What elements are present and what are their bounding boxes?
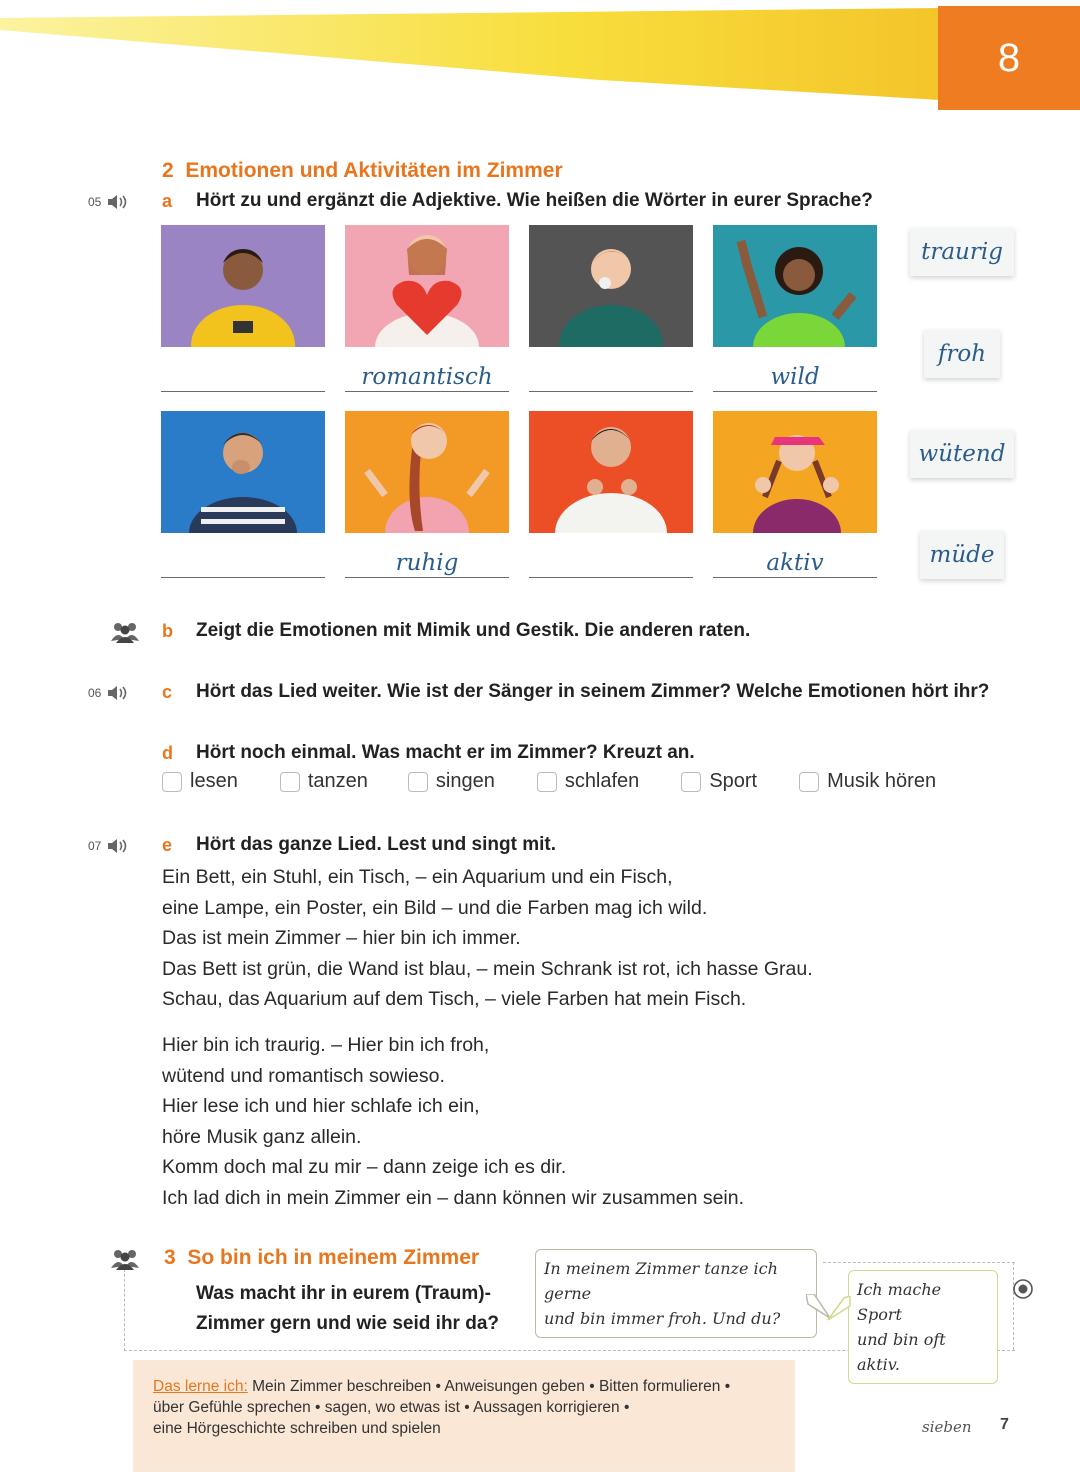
word-card-wuetend: wütend <box>910 430 1014 478</box>
word-card-traurig: traurig <box>910 228 1014 276</box>
page-word: sieben <box>922 1418 972 1436</box>
option-label: schlafen <box>564 770 640 792</box>
option-label: Musik hören <box>827 770 937 792</box>
photo-sad-person <box>529 225 693 347</box>
task-b-instruction: Zeigt die Emotionen mit Mimik und Gestik. Die anderen raten. <box>196 620 751 641</box>
checkbox[interactable] <box>799 772 819 792</box>
checkbox[interactable] <box>681 772 701 792</box>
song-line: Ein Bett, ein Stuhl, ein Tisch, – ein Aquarium und ein Fisch, <box>162 866 673 888</box>
section-number: 2 <box>162 159 174 182</box>
answer-line <box>529 577 693 578</box>
option-singen[interactable] <box>408 770 495 793</box>
audio-track-07[interactable] <box>88 838 129 854</box>
learning-line: Mein Zimmer beschreiben • Anweisungen geben • Bitten formulieren • <box>252 1378 731 1395</box>
song-line: Das Bett ist grün, die Wand ist blau, – mein Schrank ist rot, ich hasse Grau. <box>162 957 813 980</box>
section-3-frame-right <box>1013 1262 1014 1350</box>
answer-line <box>345 577 509 578</box>
checkbox[interactable] <box>280 772 300 792</box>
bubble-line: Ich mache Sport <box>857 1280 942 1324</box>
section-3-question <box>196 1279 499 1339</box>
answer-line <box>713 391 877 392</box>
answer-4: wild <box>770 364 820 390</box>
option-sport[interactable] <box>681 770 757 793</box>
option-label: singen <box>435 770 495 792</box>
speaker-icon <box>107 685 129 701</box>
task-letter-e: e <box>162 835 173 855</box>
task-c-instruction: Hört das Lied weiter. Wie ist der Sänger in seinem Zimmer? Welche Emotionen hört ihr? <box>196 681 990 702</box>
option-label: Sport <box>709 770 758 792</box>
question-line: Was macht ihr in eurem (Traum)- <box>196 1283 491 1304</box>
checkbox[interactable] <box>408 772 428 792</box>
bubble-line: und bin immer froh. Und du? <box>544 1309 781 1328</box>
task-a-instruction: Hört zu und ergänzt die Adjektive. Wie heißen die Wörter in eurer Sprache? <box>196 190 873 211</box>
photo-boy-phone <box>161 225 325 347</box>
song-verse-1 <box>162 862 813 1015</box>
group-icon <box>110 621 140 643</box>
photo-angry-boy <box>529 411 693 533</box>
bubble-line: In meinem Zimmer tanze ich gerne <box>544 1259 778 1303</box>
photo-wild-dance <box>713 225 877 347</box>
song-line: Hier lese ich und hier schlafe ich ein, <box>162 1095 480 1118</box>
learning-goals-text <box>153 1376 783 1439</box>
record-icon[interactable] <box>1012 1278 1034 1300</box>
task-letter-c: c <box>162 682 173 702</box>
task-d-instruction: Hört noch einmal. Was macht er im Zimmer? Kreuzt an. <box>196 742 695 763</box>
learning-line: über Gefühle sprechen • sagen, wo etwas ist • Aussagen korrigieren • <box>153 1399 630 1416</box>
option-musik-hoeren[interactable] <box>799 770 936 793</box>
track-number: 06 <box>88 686 102 700</box>
checkbox[interactable] <box>162 772 182 792</box>
task-letter-d: d <box>162 743 173 763</box>
song-line: Schau, das Aquarium auf dem Tisch, – viele Farben hat mein Fisch. <box>162 988 747 1011</box>
task-letter-a: a <box>162 191 173 211</box>
question-line: Zimmer gern und wie seid ihr da? <box>196 1313 499 1334</box>
option-tanzen[interactable] <box>280 770 368 793</box>
audio-track-05[interactable] <box>88 194 129 210</box>
track-number: 07 <box>88 839 102 853</box>
learning-label: Das lerne ich: <box>153 1378 248 1395</box>
song-line: wütend und romantisch sowieso. <box>162 1064 445 1087</box>
answer-line <box>161 577 325 578</box>
group-icon <box>110 1248 140 1270</box>
activity-checkboxes <box>162 770 936 793</box>
song-line: eine Lampe, ein Poster, ein Bild – und die Farben mag ich wild. <box>162 896 708 919</box>
learning-line: eine Hörgeschichte schreiben und spielen <box>153 1420 441 1437</box>
song-line: Ich lad dich in mein Zimmer ein – dann können wir zusammen sein. <box>162 1186 745 1209</box>
answer-2: romantisch <box>361 364 493 390</box>
speech-bubble-2 <box>848 1270 998 1384</box>
photo-yawning-boy <box>161 411 325 533</box>
answer-line <box>345 391 509 392</box>
section-title: Emotionen und Aktivitäten im Zimmer <box>185 159 563 182</box>
photo-girl-heart <box>345 225 509 347</box>
page-number: 7 <box>1000 1416 1009 1433</box>
section-3-heading <box>160 1246 483 1270</box>
song-verse-2 <box>162 1030 744 1214</box>
section-2-heading <box>162 159 563 183</box>
word-card-froh: froh <box>924 330 1000 378</box>
track-number: 05 <box>88 195 102 209</box>
song-line: Komm doch mal zu mir – dann zeige ich es dir. <box>162 1156 567 1179</box>
speaker-icon <box>107 838 129 854</box>
bubble-line: und bin oft aktiv. <box>857 1330 946 1374</box>
chapter-number: 8 <box>938 6 1080 110</box>
answer-line <box>161 391 325 392</box>
song-line: Das ist mein Zimmer – hier bin ich immer. <box>162 927 521 950</box>
section-number: 3 <box>164 1246 176 1269</box>
section-3-frame-top <box>823 1262 1015 1263</box>
option-lesen[interactable] <box>162 770 238 793</box>
answer-8: aktiv <box>766 550 824 576</box>
answer-6: ruhig <box>395 550 459 576</box>
song-line: höre Musik ganz allein. <box>162 1125 362 1148</box>
speech-bubble-1 <box>535 1249 817 1338</box>
photo-active-girl <box>713 411 877 533</box>
photo-calm-girl <box>345 411 509 533</box>
word-card-muede: müde <box>920 531 1004 579</box>
bubble-tail <box>826 1296 852 1322</box>
answer-line <box>713 577 877 578</box>
song-line: Hier bin ich traurig. – Hier bin ich froh, <box>162 1034 490 1056</box>
speaker-icon <box>107 194 129 210</box>
top-banner <box>0 0 1080 120</box>
task-letter-b: b <box>162 621 173 641</box>
section-title: So bin ich in meinem Zimmer <box>187 1246 480 1269</box>
option-schlafen[interactable] <box>537 770 640 793</box>
audio-track-06[interactable] <box>88 685 129 701</box>
task-e-instruction: Hört das ganze Lied. Lest und singt mit. <box>196 834 556 855</box>
answer-line <box>529 391 693 392</box>
option-label: lesen <box>190 770 238 792</box>
option-label: tanzen <box>307 770 368 792</box>
checkbox[interactable] <box>537 772 557 792</box>
